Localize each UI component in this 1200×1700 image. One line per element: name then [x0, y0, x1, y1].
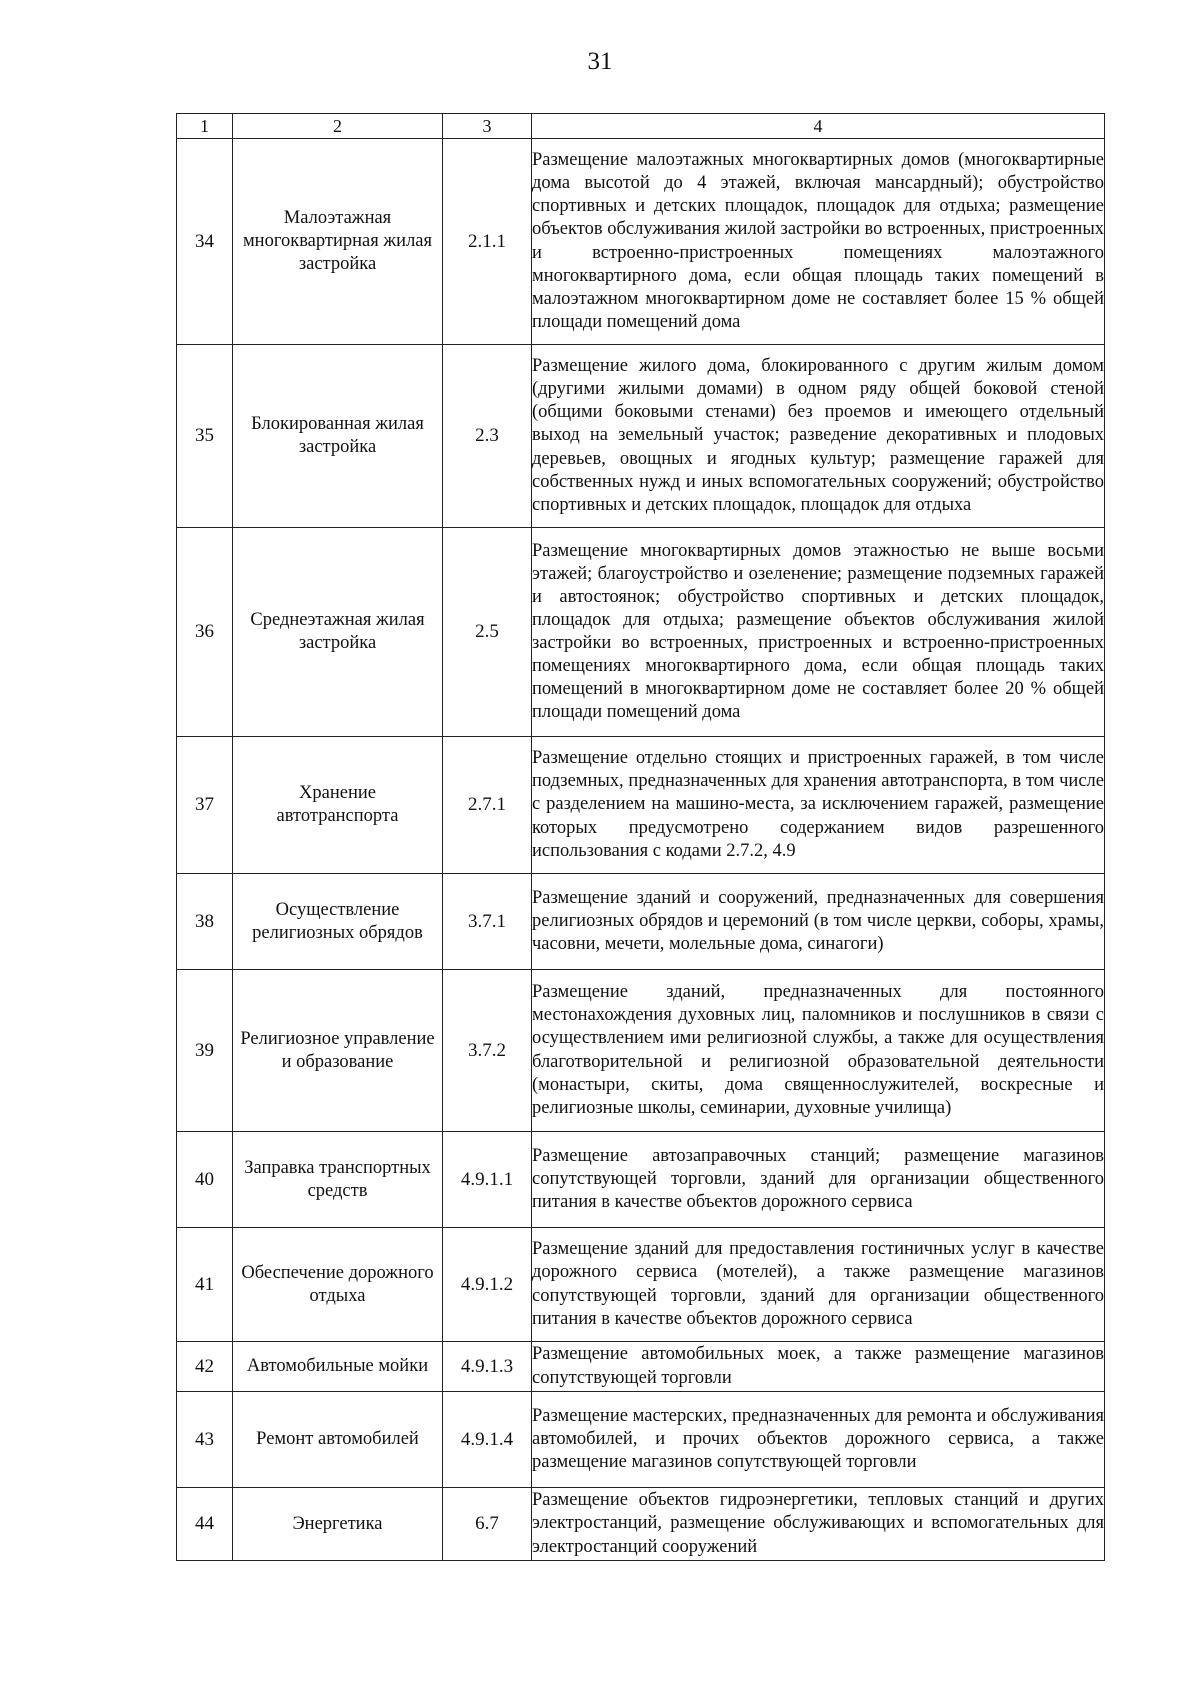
use-type-code: 3.7.1: [443, 874, 532, 970]
use-type-code: 2.7.1: [443, 737, 532, 874]
row-number: 37: [177, 737, 233, 874]
row-number: 38: [177, 874, 233, 970]
use-type-description: Размещение малоэтажных многоквартирных домов (многоквартирные дома высотой до 4 этажей, включая мансардный); обустройство спортивных и детских площадок, площадок для отдыха; размещение объектов обслуживания жилой застройки во встроенных, пристроенных и встроенно-пристроенных помещениях малоэтажного многоквартирного дома, если общая площадь таких помещений в малоэтажном многоквартирном доме не составляет более 15 % общей площади помещений дома: [532, 139, 1105, 345]
header-cell-2: 2: [233, 114, 443, 139]
use-type-description: Размещение мастерских, предназначенных для ремонта и обслуживания автомобилей, и прочих объектов дорожного сервиса, а также размещение магазинов сопутствующей торговли: [532, 1392, 1105, 1488]
use-type-code: 4.9.1.2: [443, 1228, 532, 1342]
table-row: [177, 1488, 1105, 1561]
header-cell-4: 4: [532, 114, 1105, 139]
land-use-table: [176, 113, 1105, 1561]
use-type-name: Заправка транспортных средств: [233, 1132, 443, 1228]
table-row: [177, 528, 1105, 737]
use-type-description: Размещение отдельно стоящих и пристроенных гаражей, в том числе подземных, предназначенных для хранения автотранспорта, в том числе с разделением на машино-места, за исключением гаражей, размещение которых предусмотрено содержанием видов разрешенного использования с кодами 2.7.2, 4.9: [532, 737, 1105, 874]
row-number: 34: [177, 139, 233, 345]
use-type-name: Ремонт автомобилей: [233, 1392, 443, 1488]
use-type-code: 6.7: [443, 1488, 532, 1561]
use-type-name: Среднеэтажная жилая застройка: [233, 528, 443, 737]
use-type-name: Блокированная жилая застройка: [233, 345, 443, 528]
use-type-description: Размещение объектов гидроэнергетики, тепловых станций и других электростанций, размещение обслуживающих и вспомогательных для электростанций сооружений: [532, 1488, 1105, 1561]
use-type-code: 2.3: [443, 345, 532, 528]
use-type-code: 4.9.1.4: [443, 1392, 532, 1488]
table-row: [177, 345, 1105, 528]
use-type-name: Религиозное управление и образование: [233, 970, 443, 1132]
use-type-name: Хранение автотранспорта: [233, 737, 443, 874]
header-cell-3: 3: [443, 114, 532, 139]
table-row: [177, 737, 1105, 874]
row-number: 39: [177, 970, 233, 1132]
use-type-code: 2.5: [443, 528, 532, 737]
use-type-code: 4.9.1.1: [443, 1132, 532, 1228]
use-type-name: Малоэтажная многоквартирная жилая застройка: [233, 139, 443, 345]
use-type-description: Размещение зданий для предоставления гостиничных услуг в качестве дорожного сервиса (мотелей), а также размещение магазинов сопутствующей торговли, зданий для организации общественного питания в качестве объектов дорожного сервиса: [532, 1228, 1105, 1342]
header-cell-1: 1: [177, 114, 233, 139]
row-number: 42: [177, 1342, 233, 1392]
page-number: 31: [587, 48, 613, 75]
use-type-description: Размещение жилого дома, блокированного с другим жилым домом (другими жилыми домами) в одном ряду общей боковой стеной (общими боковыми стенами) без проемов и имеющего отдельный выход на земельный участок; разведение декоративных и плодовых деревьев, овощных и ягодных культур; размещение гаражей для собственных нужд и иных вспомогательных сооружений; обустройство спортивных и детских площадок, площадок для отдыха: [532, 345, 1105, 528]
row-number: 40: [177, 1132, 233, 1228]
table-row: [177, 874, 1105, 970]
table-row: [177, 139, 1105, 345]
use-type-description: Размещение зданий, предназначенных для постоянного местонахождения духовных лиц, паломников и послушников в связи с осуществлением ими религиозной службы, а также для осуществления благотворительной и религиозной образовательной деятельности (монастыри, скиты, дома священнослужителей, воскресные и религиозные школы, семинарии, духовные училища): [532, 970, 1105, 1132]
use-type-description: Размещение многоквартирных домов этажностью не выше восьми этажей; благоустройство и озеленение; размещение подземных гаражей и автостоянок; обустройство спортивных и детских площадок, площадок для отдыха; размещение объектов обслуживания жилой застройки во встроенных, пристроенных и встроенно-пристроенных помещениях многоквартирного дома, если общая площадь таких помещений в многоквартирном доме не составляет более 20 % общей площади помещений дома: [532, 528, 1105, 737]
table-row: [177, 1342, 1105, 1392]
row-number: 36: [177, 528, 233, 737]
row-number: 41: [177, 1228, 233, 1342]
use-type-name: Обеспечение дорожного отдыха: [233, 1228, 443, 1342]
table-row: [177, 1132, 1105, 1228]
use-type-description: Размещение автомобильных моек, а также размещение магазинов сопутствующей торговли: [532, 1342, 1105, 1392]
use-type-name: Автомобильные мойки: [233, 1342, 443, 1392]
row-number: 43: [177, 1392, 233, 1488]
header-row: [177, 114, 1105, 139]
use-type-description: Размещение автозаправочных станций; размещение магазинов сопутствующей торговли, зданий для организации общественного питания в качестве объектов дорожного сервиса: [532, 1132, 1105, 1228]
use-type-description: Размещение зданий и сооружений, предназначенных для совершения религиозных обрядов и церемоний (в том числе церкви, соборы, храмы, часовни, мечети, молельные дома, синагоги): [532, 874, 1105, 970]
table-row: [177, 1228, 1105, 1342]
use-type-name: Энергетика: [233, 1488, 443, 1561]
table-row: [177, 1392, 1105, 1488]
use-type-code: 3.7.2: [443, 970, 532, 1132]
use-type-code: 2.1.1: [443, 139, 532, 345]
use-type-name: Осуществление религиозных обрядов: [233, 874, 443, 970]
row-number: 35: [177, 345, 233, 528]
row-number: 44: [177, 1488, 233, 1561]
use-type-code: 4.9.1.3: [443, 1342, 532, 1392]
table-row: [177, 970, 1105, 1132]
